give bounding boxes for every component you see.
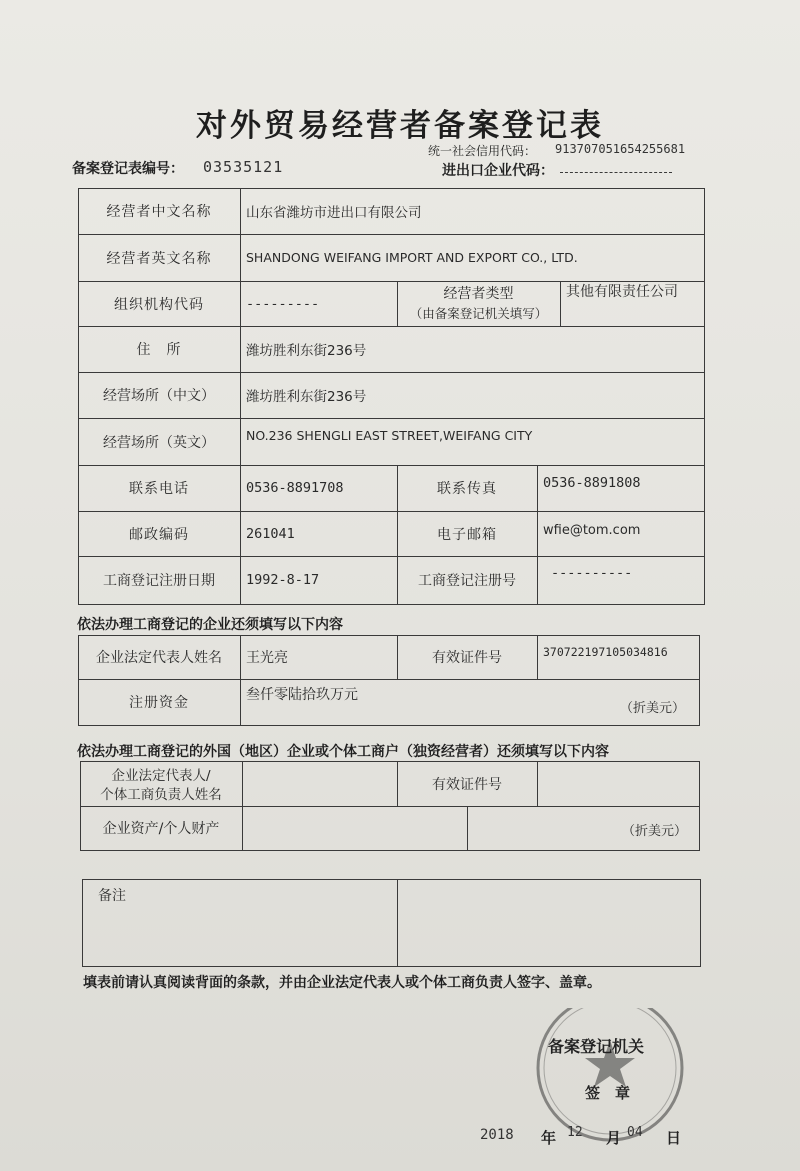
en-name-label: 经营者英文名称	[106, 250, 212, 267]
cn-name-value: 山东省潍坊市进出口有限公司	[246, 205, 422, 221]
email-value: wfie@tom.com	[543, 522, 641, 538]
email-label: 电子邮箱	[437, 526, 497, 543]
biz-place-cn-label: 经营场所（中文）	[103, 388, 215, 404]
rep-label-line1: 企业法定代表人/	[111, 768, 211, 784]
rep-label-line2: 个体工商负责人姓名	[100, 787, 222, 803]
reg-date-label: 工商登记注册日期	[103, 572, 215, 589]
biz-place-en-value: NO.236 SHENGLI EAST STREET,WEIFANG CITY	[246, 427, 533, 443]
date-day: 04	[627, 1125, 643, 1140]
biz-reg-no-value: ----------	[551, 565, 633, 581]
reg-no-value: 03535121	[203, 158, 284, 176]
section2-id-label: 有效证件号	[432, 776, 502, 793]
address-value: 潍坊胜利东街236号	[246, 343, 367, 359]
date-year-char: 年	[541, 1129, 557, 1147]
legal-rep-value: 王光亮	[246, 650, 288, 666]
biz-type-value: 其他有限责任公司	[566, 284, 678, 300]
id-value: 370722197105034816	[543, 645, 668, 659]
biz-place-cn-value: 潍坊胜利东街236号	[246, 389, 367, 405]
org-code-label: 组织机构代码	[114, 296, 204, 313]
phone-label: 联系电话	[129, 481, 189, 497]
fax-value: 0536-8891808	[543, 475, 641, 491]
fax-label: 联系传真	[437, 481, 497, 497]
biz-reg-no-label: 工商登记注册号	[418, 572, 516, 589]
date-day-char: 日	[666, 1129, 682, 1147]
reg-no-label: 备案登记表编号：	[72, 161, 184, 177]
section1-heading: 依法办理工商登记的企业还须填写以下内容	[77, 617, 343, 633]
ie-code-label: 进出口企业代码：	[442, 163, 554, 179]
org-code-value: ---------	[246, 295, 320, 312]
page-title: 对外贸易经营者备案登记表	[196, 108, 604, 144]
capital-unit: （折美元）	[620, 700, 686, 716]
legal-rep-label: 企业法定代表人姓名	[96, 650, 222, 666]
ie-code-line	[560, 172, 672, 173]
date-month: 12	[567, 1125, 583, 1140]
address-label: 住 所	[136, 342, 182, 358]
date-year: 2018	[480, 1127, 514, 1143]
biz-type-note: （由备案登记机关填写）	[409, 306, 548, 321]
phone-value: 0536-8891708	[246, 480, 344, 496]
assets-unit: （折美元）	[622, 823, 688, 839]
en-name-value: SHANDONG WEIFANG IMPORT AND EXPORT CO., LTD.	[246, 250, 578, 265]
reg-date-value: 1992-8-17	[246, 571, 320, 588]
capital-value: 叁仟零陆拾玖万元	[246, 687, 358, 703]
capital-label: 注册资金	[129, 694, 189, 711]
seal-label: 签 章	[585, 1084, 631, 1102]
postal-value: 261041	[246, 525, 295, 542]
cn-name-label: 经营者中文名称	[106, 204, 212, 220]
biz-place-en-label: 经营场所（英文）	[103, 434, 215, 451]
id-label: 有效证件号	[432, 650, 502, 666]
section2-heading: 依法办理工商登记的外国（地区）企业或个体工商户（独资经营者）还须填写以下内容	[77, 744, 609, 760]
assets-label: 企业资产/个人财产	[102, 821, 220, 837]
biz-type-label: 经营者类型	[443, 286, 514, 302]
remarks-label: 备注	[98, 888, 126, 904]
postal-label: 邮政编码	[129, 526, 189, 543]
credit-code-label: 统一社会信用代码：	[428, 144, 537, 158]
remarks-box	[82, 879, 701, 967]
footer-note: 填表前请认真阅读背面的条款，并由企业法定代表人或个体工商负责人签字、盖章。	[83, 975, 601, 991]
credit-code-value: 913707051654255681	[555, 142, 686, 156]
authority-label: 备案登记机关	[548, 1037, 645, 1056]
date-month-char: 月	[606, 1129, 622, 1147]
